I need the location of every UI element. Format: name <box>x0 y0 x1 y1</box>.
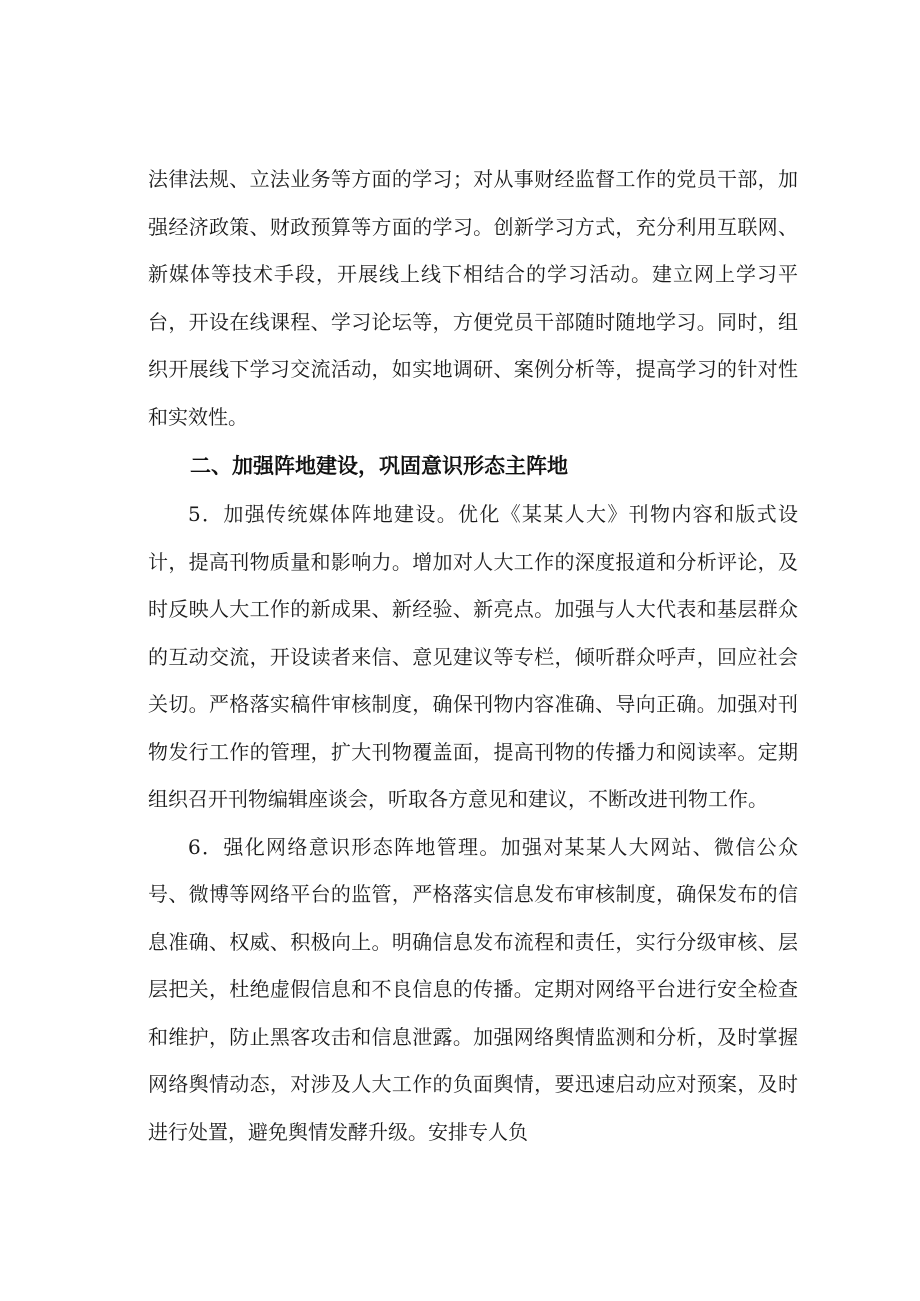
paragraph-continued: 法律法规、立法业务等方面的学习；对从事财经监督工作的党员干部，加强经济政策、财政预算等方面的学习。创新学习方式，充分利用互联网、新媒体等技术手段，开展线上线下相结合的学习活动。建立网上学习平台，开设在线课程、学习论坛等，方便党员干部随时随地学习。同时，组织开展线下学习交流活动，如实地调研、案例分析等，提高学习的针对性和实效性。 <box>148 167 798 429</box>
paragraph-6: 6．强化网络意识形态阵地管理。加强对某某人大网站、微信公众号、微博等网络平台的监管，严格落实信息发布审核制度，确保发布的信息准确、权威、积极向上。明确信息发布流程和责任，实行分级审核、层层把关，杜绝虚假信息和不良信息的传播。定期对网络平台进行安全检查和维护，防止黑客攻击和信息泄露。加强网络舆情监测和分析，及时掌握网络舆情动态，对涉及人大工作的负面舆情，要迅速启动应对预案，及时进行处置，避免舆情发酵升级。安排专人负 <box>148 834 798 1144</box>
document-body <box>148 156 798 1156</box>
section-heading: 二、加强阵地建设，巩固意识形态主阵地 <box>190 454 568 478</box>
paragraph-5: 5．加强传统媒体阵地建设。优化《某某人大》刊物内容和版式设计，提高刊物质量和影响力。增加对人大工作的深度报道和分析评论，及时反映人大工作的新成果、新经验、新亮点。加强与人大代表和基层群众的互动交流，开设读者来信、意见建议等专栏，倾听群众呼声，回应社会关切。严格落实稿件审核制度，确保刊物内容准确、导向正确。加强对刊物发行工作的管理，扩大刊物覆盖面，提高刊物的传播力和阅读率。定期组织召开刊物编辑座谈会，听取各方意见和建议，不断改进刊物工作。 <box>148 502 798 811</box>
